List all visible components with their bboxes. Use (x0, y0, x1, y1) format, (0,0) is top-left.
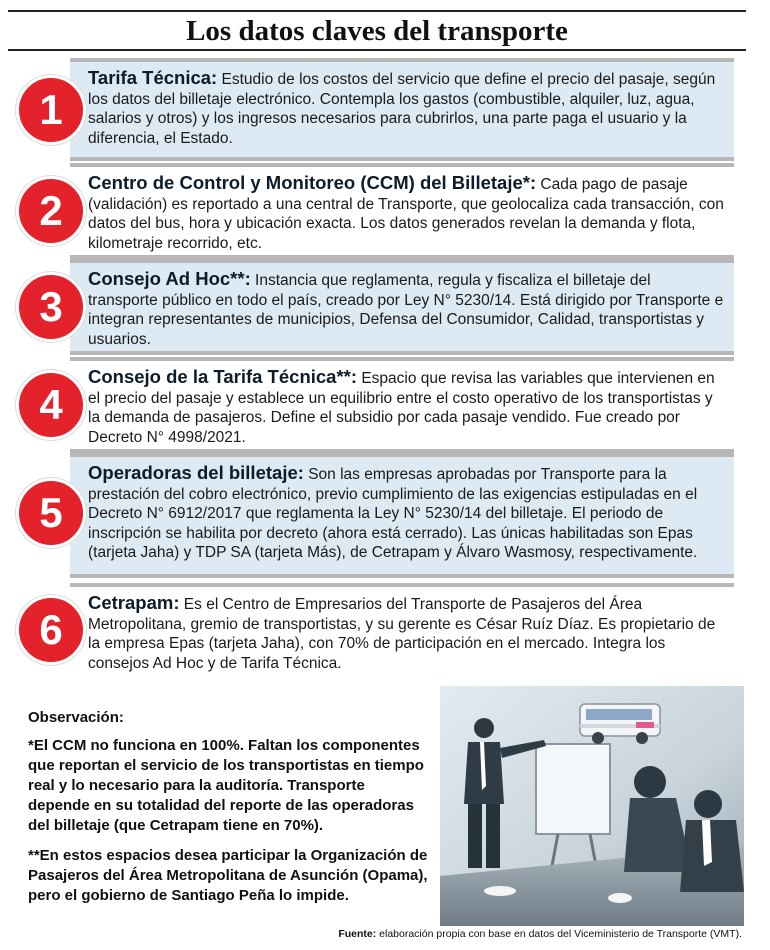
definition-term: Cetrapam: (88, 592, 180, 613)
definition-text: Cada pago de pasaje (validación) es reportado a una central de Transporte, que geolocaliza cada transacción, con datos del bus, hora y ubicación exacta. Los datos generados revelan la demanda y flota, kilometraje recorrido, etc. (88, 176, 724, 252)
source-credit (338, 928, 742, 940)
definition-item-6 (70, 583, 734, 681)
definition-text: Es el Centro de Empresarios del Transporte de Pasajeros del Área Metropolitana, gremio de transportistas, y su gerente es César Ruíz Díaz. Es propietario de la empresa Epas (tarjeta Jaha), con 70% de participación en el mercado. Integra los consejos Ad Hoc y de Tarifa Técnica. (88, 596, 716, 672)
definition-term: Tarifa Técnica: (88, 67, 218, 88)
observations-block (28, 708, 428, 916)
number-badge-1: 1 (16, 75, 86, 145)
page-title: Los datos claves del transporte (186, 15, 568, 47)
number-badge-2: 2 (16, 176, 86, 246)
source-label: Fuente: (338, 928, 377, 940)
definition-item-3 (70, 259, 734, 355)
definition-item-1 (70, 58, 734, 161)
meeting-scene-illustration (440, 686, 744, 926)
meeting-illustration (440, 686, 744, 926)
top-rule (8, 10, 746, 12)
definition-term: Operadoras del billetaje: (88, 462, 304, 483)
definition-term: Consejo Ad Hoc**: (88, 268, 251, 289)
number-badge-6: 6 (16, 595, 86, 665)
definition-text: Son las empresas aprobadas por Transporte para la prestación del cobro electrónico, previo cumplimiento de las exigencias estipuladas en el Decreto N° 6912/2017 que reglamenta la Ley N° 5230/14 del billetaje. El periodo de inscripción se habilita por decreto (ahora está cerrado). Las únicas habilitadas son Epas (tarjeta Jaha) y TDP SA (tarjeta Más), de Cetrapam y Álvaro Wasmosy, respectivamente. (88, 466, 698, 561)
number-badge-4: 4 (16, 370, 86, 440)
definition-item-5 (70, 453, 734, 578)
definition-text: Instancia que reglamenta, regula y fiscaliza el billetaje del transporte público en todo el país, creado por Ley N° 5230/14. Está dirigido por Transporte e integran representantes de municipios, Defensa del Consumidor, Calidad, transportistas y usuarios. (88, 272, 724, 348)
observation-note-2: **En estos espacios desea participar la Organización de Pasajeros del Área Metropolitana de Asunción (Opama), pero el gobierno de Santiago Peña lo impide. (28, 847, 428, 904)
definition-text: Estudio de los costos del servicio que define el precio del pasaje, según los datos del billetaje electrónico. Contempla los gastos (combustible, alquiler, luz, agua, salarios y otros) y los ingresos necesarios para cubrirlos, una parte paga el usuario y la diferencia, el Estado. (88, 71, 716, 147)
definition-term: Centro de Control y Monitoreo (CCM) del Billetaje*: (88, 172, 537, 193)
title-rule (8, 49, 746, 51)
source-text: elaboración propia con base en datos del Viceministerio de Transporte (VMT). (376, 928, 742, 940)
number-badge-5: 5 (16, 478, 86, 548)
observation-note-1: *El CCM no funciona en 100%. Faltan los componentes que reportan el servicio de los transportistas en tiempo real y lo necesario para la auditoría. Transporte depende en su totalidad del reporte de las operadoras del billetaje (que Cetrapam tiene en 70%). (28, 737, 424, 834)
definition-term: Consejo de la Tarifa Técnica**: (88, 366, 358, 387)
definition-item-2 (70, 163, 734, 259)
definition-text: Espacio que revisa las variables que intervienen en el precio del pasaje y establece un equilibrio entre el costo operativo de los transportistas y la demanda de pasajeros. Define el subsidio por cada pasaje vendido. Fue creado por Decreto N° 4998/2021. (88, 370, 715, 446)
definition-item-4 (70, 357, 734, 453)
observations-heading: Observación: (28, 709, 124, 726)
number-badge-3: 3 (16, 272, 86, 342)
